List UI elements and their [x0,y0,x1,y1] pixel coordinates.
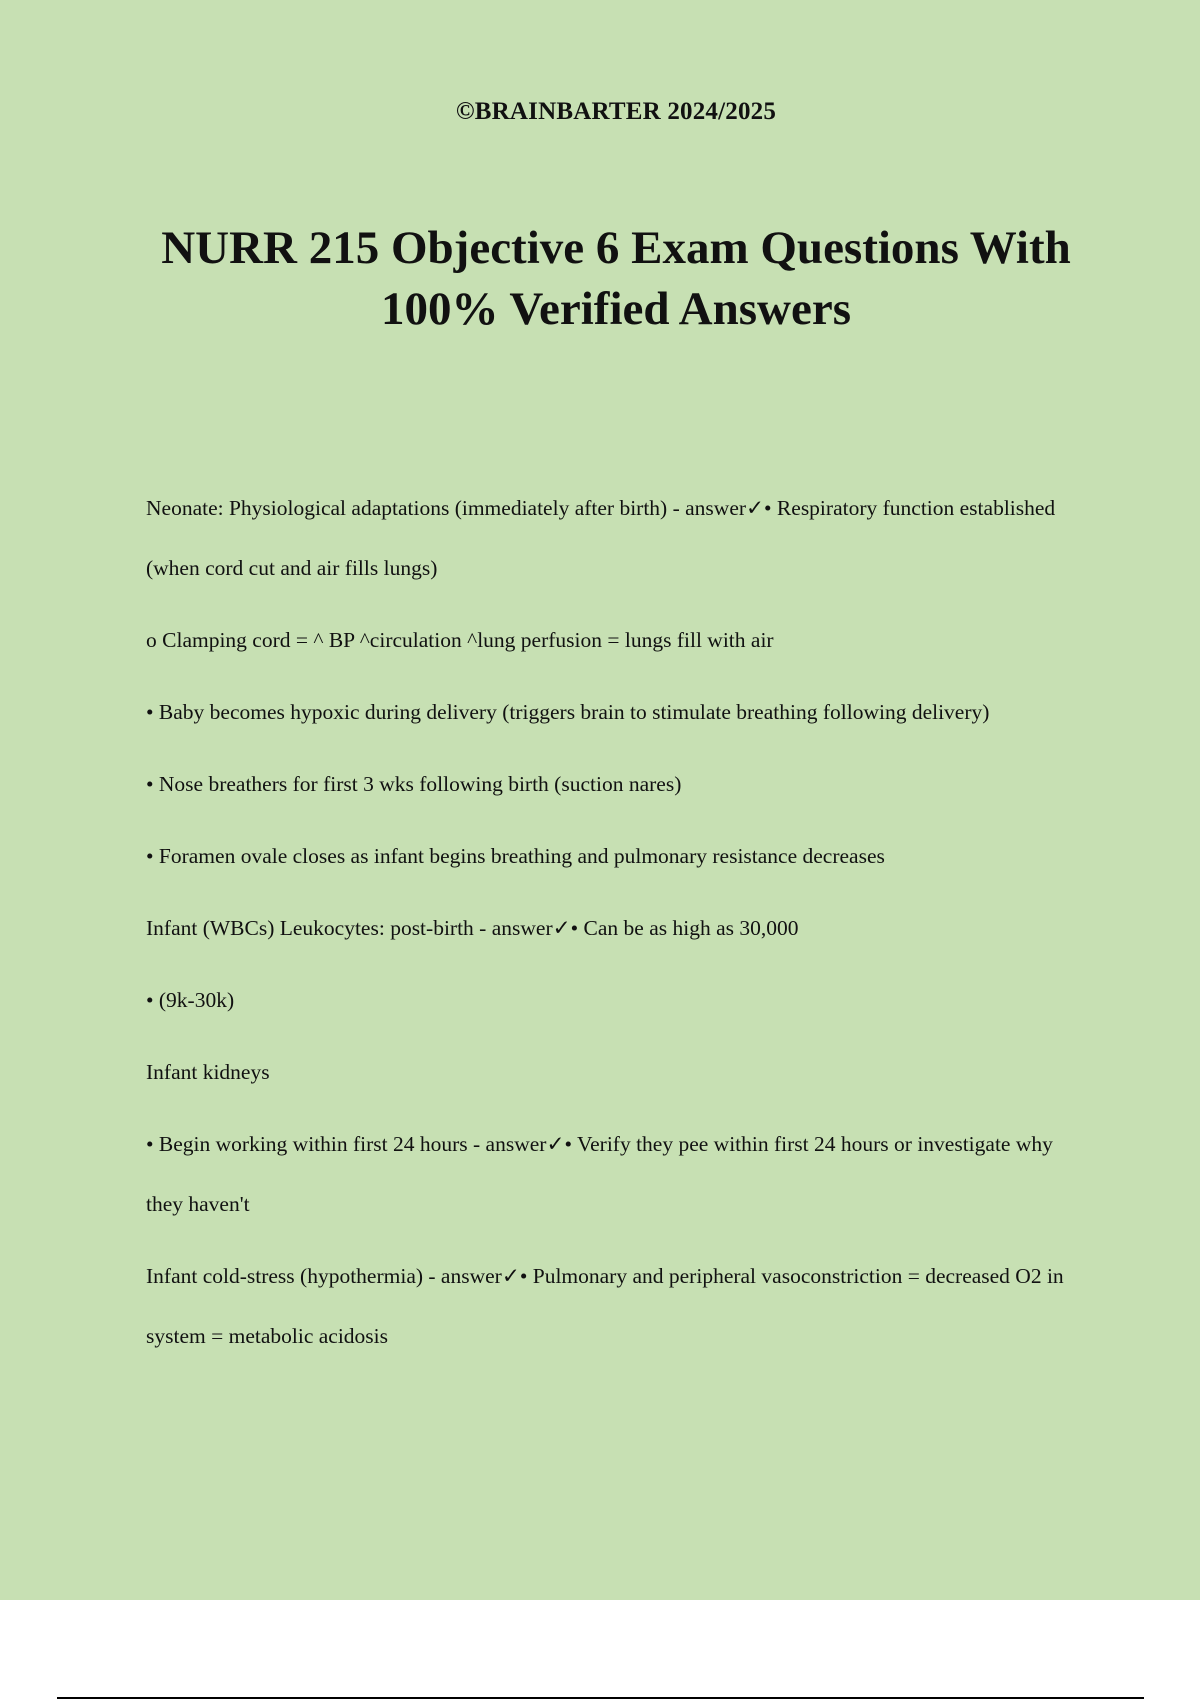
paragraph: Neonate: Physiological adaptations (immediately after birth) - answer✓• Respiratory function established (when cord cut and air fills lungs) [146,496,1056,580]
page-divider [57,1697,1144,1699]
title-line-1: NURR 215 Objective 6 Exam Questions With [161,222,1071,274]
paragraph: Infant kidneys [146,1060,270,1084]
paragraph: Infant (WBCs) Leukocytes: post-birth - answer✓• Can be as high as 30,000 [146,916,799,940]
copyright-header: ©BRAINBARTER 2024/2025 [455,98,777,125]
document-title [0,218,1200,340]
paragraph: Infant cold-stress (hypothermia) - answer✓• Pulmonary and peripheral vasoconstriction = decreased O2 in system = metabolic acidosis [146,1264,1064,1348]
paragraph: • Begin working within first 24 hours - answer✓• Verify they pee within first 24 hours or investigate why they haven't [146,1132,1053,1216]
document-body [146,478,1086,1378]
paragraph: • (9k-30k) [146,988,235,1012]
paragraph: • Nose breathers for first 3 wks following birth (suction nares) [146,772,682,796]
paragraph: o Clamping cord = ^ BP ^circulation ^lung perfusion = lungs fill with air [146,628,774,652]
paragraph: • Foramen ovale closes as infant begins breathing and pulmonary resistance decreases [146,844,885,868]
title-line-2: 100% Verified Answers [381,283,851,335]
paragraph: • Baby becomes hypoxic during delivery (triggers brain to stimulate breathing following delivery) [146,700,990,724]
